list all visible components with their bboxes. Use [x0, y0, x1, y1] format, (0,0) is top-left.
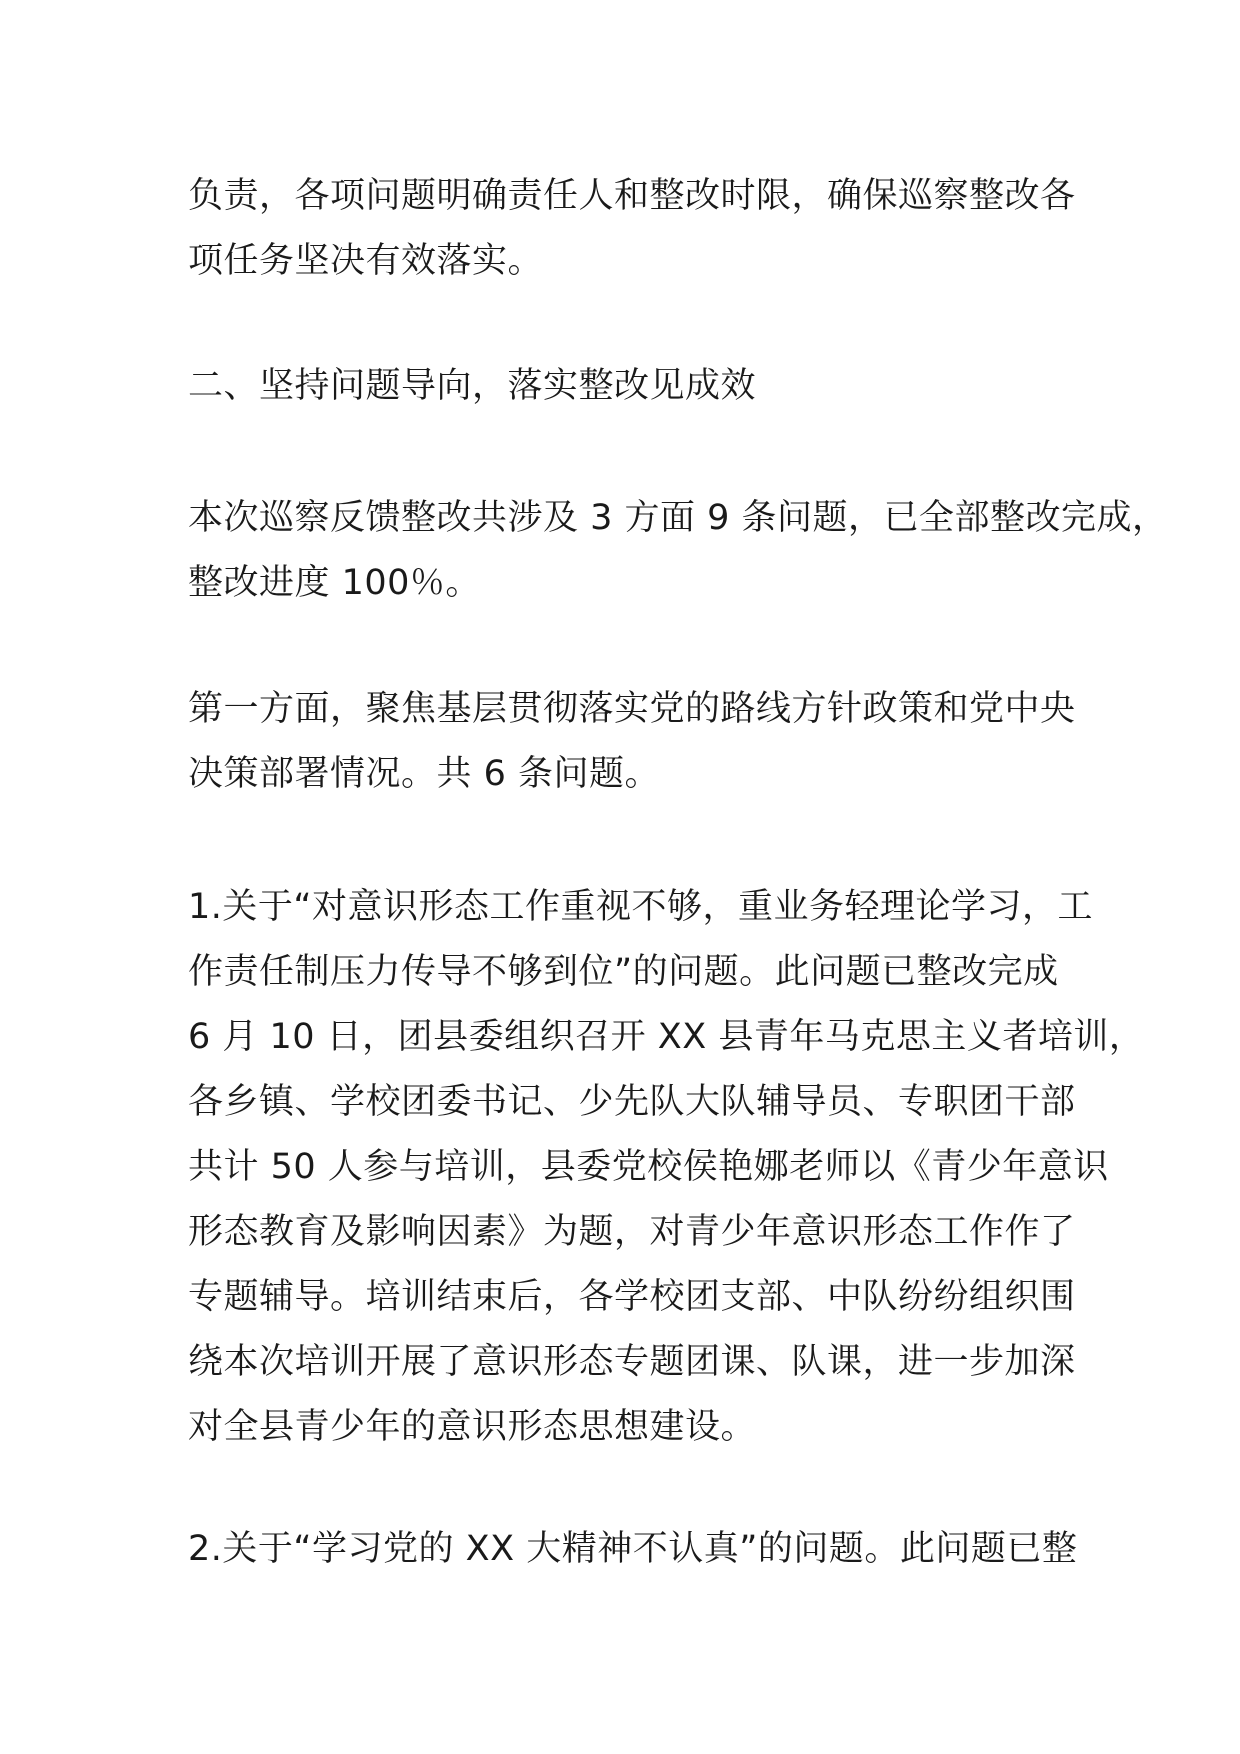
paragraph-item-1	[188, 875, 1145, 1460]
text-line: 作责任制压力传导不够到位”的问题。此问题已整改完成	[188, 952, 1059, 992]
text-line: 绕本次培训开展了意识形态专题团课、队课，进一步加深	[188, 1342, 1076, 1382]
text-line: 形态教育及影响因素》为题，对青少年意识形态工作作了	[188, 1212, 1076, 1252]
paragraph-item-2	[188, 1517, 1098, 1582]
text-line: 负责，各项问题明确责任人和整改时限，确保巡察整改各	[188, 176, 1076, 216]
text-line: 各乡镇、学校团委书记、少先队大队辅导员、专职团干部	[188, 1082, 1076, 1122]
paragraph-summary	[188, 486, 1168, 616]
paragraph-aspect-1	[188, 677, 1098, 807]
text-line: 1.关于“对意识形态工作重视不够，重业务轻理论学习，工	[188, 887, 1094, 927]
text-line: 专题辅导。培训结束后，各学校团支部、中队纷纷组织围	[188, 1277, 1076, 1317]
text-line: 对全县青少年的意识形态思想建设。	[188, 1407, 757, 1447]
text-line: 决策部署情况。共 6 条问题。	[188, 754, 661, 794]
text-line: 2.关于“学习党的 XX 大精神不认真”的问题。此问题已整	[188, 1529, 1078, 1569]
paragraph-continuation	[188, 164, 1098, 294]
text-line: 二、坚持问题导向，落实整改见成效	[188, 366, 757, 406]
text-line: 项任务坚决有效落实。	[188, 241, 544, 281]
section-heading	[188, 354, 1098, 419]
text-line: 共计 50 人参与培训，县委党校侯艳娜老师以《青少年意识	[188, 1147, 1109, 1187]
text-line: 第一方面，聚焦基层贯彻落实党的路线方针政策和党中央	[188, 689, 1076, 729]
text-line: 6 月 10 日，团县委组织召开 XX 县青年马克思主义者培训，	[188, 1017, 1145, 1057]
text-line: 整改进度 100％。	[188, 563, 481, 603]
text-line: 本次巡察反馈整改共涉及 3 方面 9 条问题，已全部整改完成，	[188, 498, 1168, 538]
